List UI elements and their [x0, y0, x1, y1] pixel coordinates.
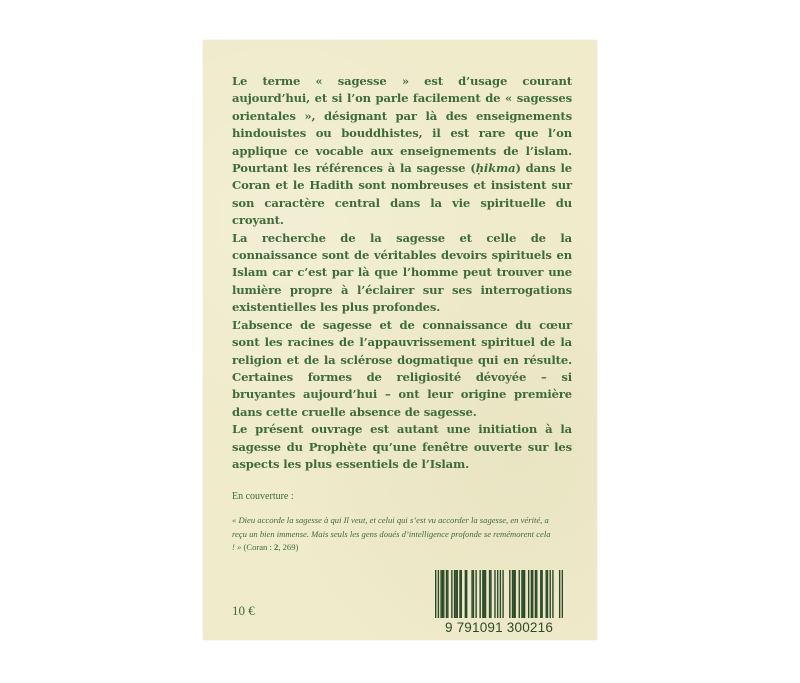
blurb-text	[232, 73, 572, 473]
barcode-bar	[438, 570, 439, 618]
barcode-bar	[540, 570, 541, 618]
blurb-paragraph-4: Le présent ouvrage est autant une initiation à la sagesse du Prophète qu’une fenêtre ouverte sur les aspects les plus essentiels de l’Islam.	[232, 422, 572, 471]
cover-credit-label: En couverture :	[232, 491, 294, 502]
barcode-bar	[447, 570, 448, 618]
barcode-bar	[536, 570, 537, 618]
blurb-paragraph-2: La recherche de la sagesse et celle de la connaissance sont de véritables devoirs spirituels en Islam car c’est par là que l’homme peut trouver une lumière propre à l’éclairer sur ses interrogations existentielles les plus profondes.	[232, 230, 572, 315]
barcode-bar	[512, 570, 513, 618]
barcode-bar	[455, 570, 456, 618]
blurb-paragraph-3: L’absence de sagesse et de connaissance du cœur sont les racines de l’appauvrissement spirituel de la religion et de la sclérose dogmatique qui en résulte. Certaines formes de religiosité dévoyée – si bruyantes aujourd’hui – ont leur origine première dans cette cruelle absence de sagesse.	[232, 317, 572, 419]
price-label: 10 €	[232, 603, 255, 618]
barcode-bar	[490, 570, 491, 618]
barcode-bar	[523, 570, 524, 618]
barcode-bar	[494, 570, 495, 618]
quote-reference: (Coran : 2, 269)	[243, 542, 299, 552]
barcode-bar	[514, 570, 515, 618]
barcode-bar	[502, 570, 503, 618]
barcode-bar	[442, 570, 443, 618]
barcode-bar	[562, 570, 563, 618]
barcode-bar	[446, 570, 447, 618]
barcode-bar	[532, 570, 533, 618]
barcode-bar	[473, 570, 474, 618]
barcode-bar	[521, 570, 522, 618]
barcode-bar	[443, 570, 444, 618]
barcode-bar	[485, 570, 486, 618]
barcode-bar	[465, 570, 466, 618]
barcode-bar	[528, 570, 529, 618]
barcode-bar	[461, 570, 462, 618]
barcode-bar	[482, 570, 483, 618]
barcode-bar	[484, 570, 485, 618]
barcode-bar	[475, 570, 476, 618]
barcode-bar	[457, 570, 458, 618]
barcode-bar	[541, 570, 542, 618]
barcode-bar	[535, 570, 536, 618]
barcode-bar	[559, 570, 560, 618]
blurb-paragraph-1: Le terme « sagesse » est d’usage courant aujourd’hui, et si l’on parle facilement de « sagesses orientales », désignant par là des enseignements hindouistes ou bouddhistes, il est rare que l’on applique ce vocable aux enseignements de l’islam. Pourtant les références à la sagesse (ḥikma) dans le Coran et le Hadith sont nombreuses et insistent sur son caractère central dans la vie spirituelle du croyant.	[232, 74, 572, 228]
barcode-bar	[435, 570, 436, 618]
barcode-bar	[524, 570, 525, 618]
barcode-bar	[489, 570, 490, 618]
barcode-bar	[454, 570, 455, 618]
barcode-bar	[545, 570, 546, 618]
barcode-bar	[550, 570, 551, 618]
barcode-bar	[509, 570, 510, 618]
barcode-bar	[497, 570, 498, 618]
isbn-number: 9 791091 300216	[444, 620, 554, 635]
barcode-bars	[435, 570, 563, 618]
barcode-bar	[513, 570, 514, 618]
barcode-bar	[552, 570, 553, 618]
barcode-bar	[466, 570, 467, 618]
barcode-bar	[519, 570, 520, 618]
term-hikma: ḥikma	[475, 161, 516, 176]
barcode-bar	[459, 570, 460, 618]
barcode-bar	[547, 570, 548, 618]
book-back-cover	[203, 40, 597, 640]
coran-quote	[232, 514, 552, 555]
barcode-bar	[479, 570, 480, 618]
barcode-bar	[451, 570, 452, 618]
quote-text: « Dieu accorde la sagesse à qui Il veut, et celui qui s’est vu accorder la sagesse, en vérité, a reçu un bien immense. Mais seuls les gens doués d’intelligence profonde se remémorent cela ! »	[232, 515, 551, 552]
barcode-bar	[531, 570, 532, 618]
barcode-bar	[500, 570, 501, 618]
barcode-bar	[471, 570, 472, 618]
barcode-bar	[440, 570, 441, 618]
